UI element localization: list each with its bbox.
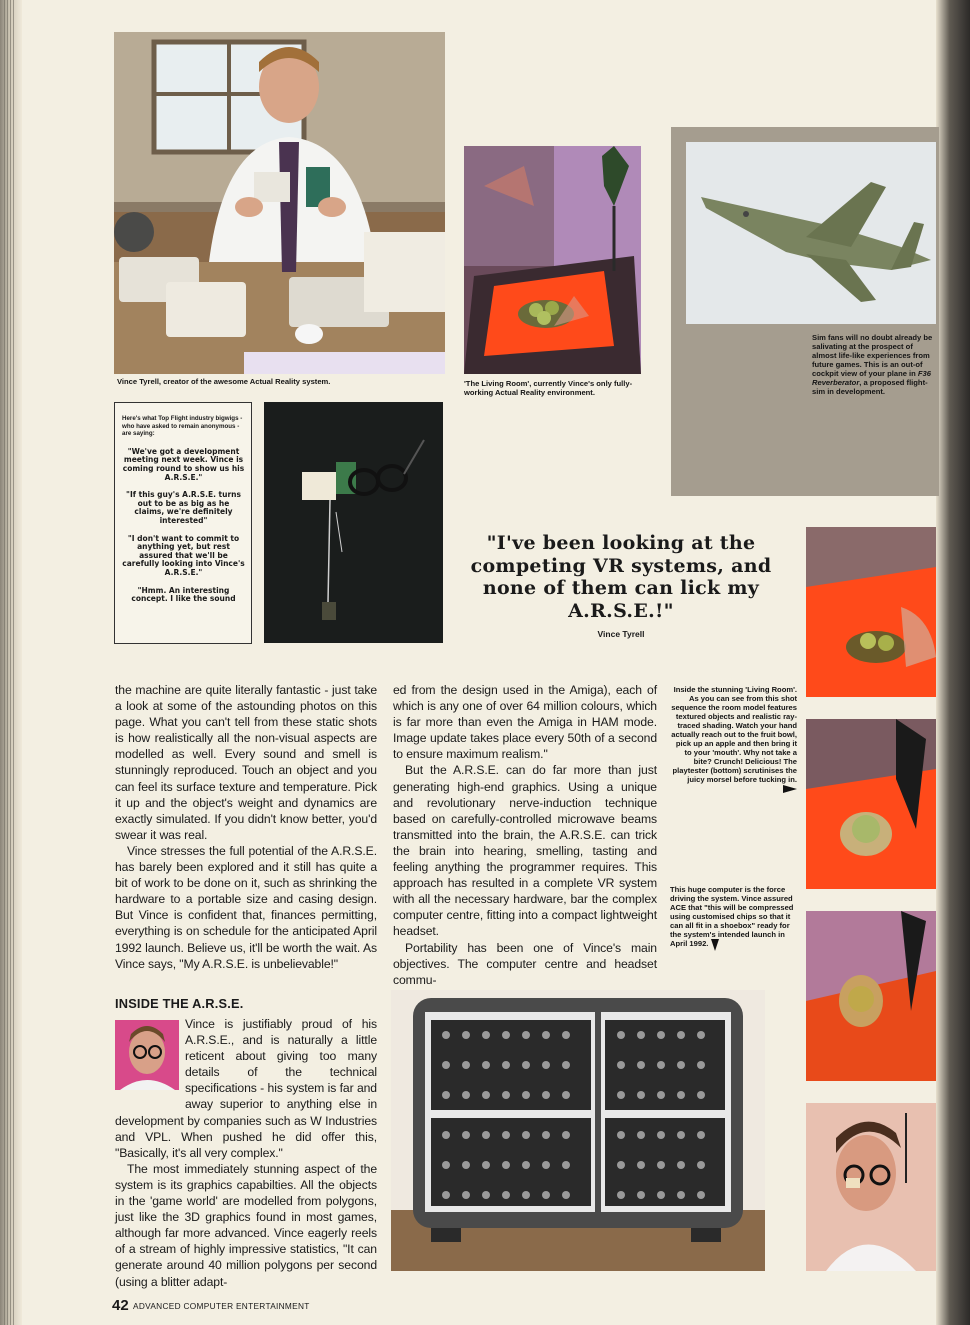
arrow-down-icon	[711, 939, 719, 951]
caption-inside-room: Inside the stunning 'Living Room'. As you can see from this shot sequence the room model features textured objects and realistic ray-traced shading. Watch your hand actually reach out to the fruit bowl, pick up an apple and then bring it to your 'mouth'. Why not take a bite? Crunch! Delicious! The playtester (bottom) scrutinises the juicy morsel before tucking in.	[670, 685, 797, 793]
body-col1-bottom: Vince is justifiably proud of his A.R.S.E., and is naturally a little reticent about giving too many details of the technical specifications - his system is far and away superior to anything else in development by companies such as W Industries and VPL. When pushed he did offer this, "Basically, it's all very complex." The most immediately stunning aspect of the system is its graphics capabilties. All the objects in the 'game world' are modelled from polygons, just like the 3D graphics found in most games, although far more advanced. Vince eagerly reels of a stream of highly impressive statistics, "It can generate around 40 million polygons per second (using a blitter adapt-	[115, 1017, 377, 1289]
photo-sequence-3	[806, 911, 936, 1081]
body-col2: ed from the design used in the Amiga), each of which is any one of over 64 million colours, which is far more than even the Amiga in HAM mode. Image update takes place every 50th of a second to ensure maximum realism." But the A.R.S.E. can do far more than just generating high-end graphics. Using a unique and revolutionary nerve-induction technique based on carefully-controlled microwave beams transmitted into the brain, the A.R.S.E. can trick the brain into hearing, smelling, tasting and feeling anything the programmer requires. This approach has resulted in a complete VR system with all the necessary hardware, bar the complex computer centre, fitting into a compact lightweight headset. Portability has been one of Vince's main objectives. The computer centre and headset commu-	[393, 683, 657, 987]
industry-quotes-box	[114, 402, 252, 644]
caption-living-room: 'The Living Room', currently Vince's only fully-working Actual Reality environment.	[464, 379, 633, 397]
photo-computer	[391, 990, 765, 1271]
photo-headset	[264, 402, 443, 643]
quotes-intro: Here's what Top Flight industry bigwigs - who have asked to remain anonymous - are saying:	[122, 415, 243, 438]
binding-lines	[4, 0, 14, 1325]
quote-item: "If this guy's A.R.S.E. turns out to be as big as he claims, we're definitely interested"	[126, 490, 241, 525]
photo-living-room	[464, 146, 641, 374]
arrow-right-icon	[783, 785, 797, 793]
section-subhead: INSIDE THE A.R.S.E.	[115, 996, 244, 1011]
photo-sequence-2	[806, 719, 936, 889]
caption-huge-computer: This huge computer is the force driving the system. Vince assured ACE that "this will be compressed using customised chips so that it can all fit in a shoebox" ready for the system's intended launch in April 1992.	[670, 885, 798, 951]
body-col1-top: the machine are quite literally fantastic - just take a look at some of the astounding photos on this page. What you can't tell from these static shots is how realistically all the non-visual aspects are modelled as well. Every sound and smell is stunningly reproduced. Touch an object and you can feel its surface texture and temperature. Pick it up and the object's weight and dynamics are exactly simulated. If you didn't know better, you'd swear it was real. Vince stresses the full potential of the A.R.S.E. has barely been explored and it still has quite a bit of work to be done on it, such as shrinking the hardware to a portable size and casing design. But Vince is confident that, finances permitting, everything is on schedule for the anticipated April 1992 launch. Believe us, it'll be worth the wait. As Vince says, "My A.R.S.E. is unbelievable!"	[115, 683, 377, 971]
quote-item: "Hmm. An interesting concept. I like the sound	[131, 585, 236, 604]
photo-sequence-1	[806, 527, 936, 697]
quote-item: "I don't want to commit to anything yet, but rest assured that we'll be carefully looking into Vince's A.R.S.E."	[122, 533, 245, 577]
photo-vince-at-desk	[114, 32, 445, 374]
photo-jet	[686, 142, 936, 324]
caption-sim-fans: Sim fans will no doubt already be salivating at the prospect of almost life-like experiences from future games. This is an out-of cockpit view of your plane in F36 Reverberator, a proposed flight-sim in development.	[812, 333, 933, 396]
quote-item: "We've got a development meeting next week. Vince is coming round to show us his A.R.S.E."	[122, 446, 245, 482]
pull-quote-attribution: Vince Tyrell	[597, 629, 645, 639]
magazine-name: ADVANCED COMPUTER ENTERTAINMENT	[133, 1301, 310, 1311]
page-number: 42	[112, 1297, 129, 1314]
facing-page-edge	[936, 0, 970, 1325]
pull-quote	[466, 532, 776, 639]
photo-playtester	[806, 1103, 936, 1271]
pull-quote-text: "I've been looking at the competing VR systems, and none of them can lick my A.R.S.E.!"	[470, 532, 772, 622]
caption-vince: Vince Tyrell, creator of the awesome Actual Reality system.	[117, 377, 331, 386]
